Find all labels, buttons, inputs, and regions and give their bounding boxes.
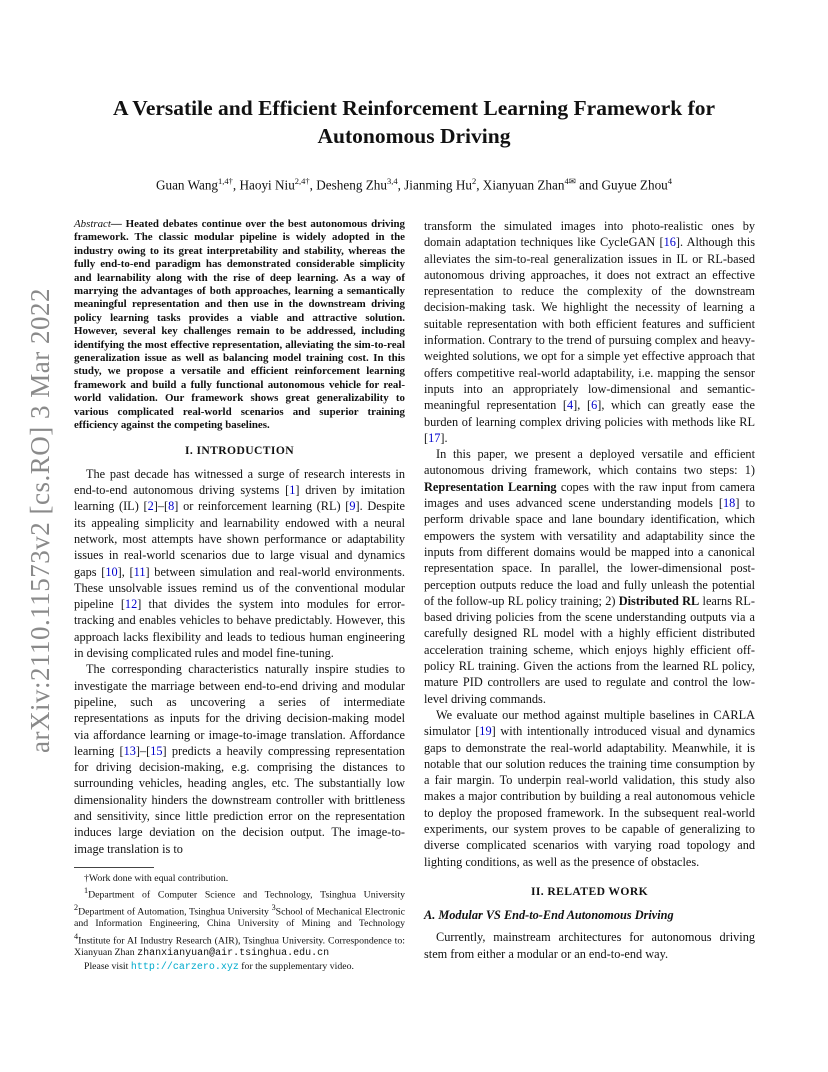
citation-link[interactable]: 16 [663, 235, 676, 250]
author-affiliation: 2,4† [294, 176, 310, 186]
intro-paragraph-2: The corresponding characteristics naturally inspire studies to investigate the marriage between end-to-end driving and modular pipeline, such as uncovering a series of intermediate representations as inputs for the driving decision-making model via affordance learning or image-to-image translation. Affordance learning [13]–[15] predicts a heavily compressing representation for driving decision-making, e.g. comprising the distances to surrounding vehicles, heading angles, etc. The substantially low dimensionality hinders the downstream controller with brittleness and sensitivity, since little prediction error on the representation induces large deviation on the decision output. The image-to-image translation is to [74, 662, 405, 856]
footnote-supplementary: Please visit http://carzero.xyz for the supplementary video. [84, 960, 354, 973]
author-name: and Guyue Zhou [575, 177, 668, 193]
footnote-divider [74, 867, 154, 868]
citation-link[interactable]: 9 [349, 499, 356, 514]
citation-link[interactable]: 18 [723, 496, 736, 511]
author-list [60, 172, 768, 194]
citation-link[interactable]: 11 [133, 564, 146, 579]
subsection-heading-modular-vs-end-to-end: A. Modular VS End-to-End Autonomous Driving [424, 908, 674, 923]
section-heading-introduction: I. INTRODUCTION [184, 443, 295, 457]
author-name: , Haoyi Niu [232, 177, 295, 193]
author-name: Guan Wang [155, 177, 219, 193]
intro-paragraph-1: The past decade has witnessed a surge of research interests in end-to-end autonomous driving systems [1] driven by imitation learning (IL) [2]–[8] or reinforcement learning (RL) [9]. Despite its appealing simplicity and learnability endowed with a neural network, most attempts have shown performance or adaptability issues in real-world scenarios due to large visual and dynamics gaps [10], [11] between simulation and real-world environments. These unsolvable issues remind us of the conventional modular pipeline [12] that divides the system into modules for error-tracking and enables vehicles to behave predictably. However, this approach lacks flexibility and leads to tedious human engineering in devising complicated rules and model fine-tuning. [74, 466, 405, 661]
term-distributed-rl: Distributed RL [618, 593, 700, 608]
intro-paragraph-5: We evaluate our method against multiple baselines in CARLA simulator [19] with intentionally introduced visual and dynamics gaps to demonstrate the real-world adaptability. Meanwhile, it is notable that our solution reduces the training time consumption by a fair margin. To underpin real-world validation, this study also makes a major contribution by building a real autonomous vehicle to deploy the proposed framework. In the subsequent real-world experiments, our system proves to be capable of generalizing to diverse complicated scenarios with varying road topology and lighting conditions, as well as the presence of obstacles. [424, 707, 755, 869]
intro-paragraph-3: transform the simulated images into photo-realistic ones by domain adaptation techniques like CycleGAN [16]. Although this alleviates the sim-to-real generalization issues in IL or RL-based autonomous driving approaches, it does not extract an effective representation to reduce the complexity of the downstream decision-making task. We highlight the necessity of learning a suitable representation with both efficient features and sufficient information. Contrary to the trend of pursuing complex and heavy-weighted solutions, we opt for a simple yet effective approach that offers competitive real-world adaptability, i.e. mapping the sensor inputs into an appropriately low-dimensional and semantic-meaningful representation [4], [6], which can greatly ease the burden of learning complex driving policies with methods like RL [17]. [424, 219, 755, 445]
author-affiliation: 4✉ [564, 176, 576, 186]
author-affiliation: 4 [667, 176, 673, 186]
citation-link[interactable]: 8 [168, 499, 175, 514]
author-affiliation: 2 [471, 176, 477, 186]
abstract-text: — Heated debates continue over the best autonomous driving framework. The classic modular pipeline is widely adopted in the industry owing to its great interpretability and stability, whereas the fully end-to-end paradigm has demonstrated considerable simplicity and learnability along with the rise of deep learning. As a way of marrying the advantages of both approaches, learning a semantically meaningful representation and then use in the downstream driving policy learning tasks provides a viable and attractive solution. However, several key challenges remain to be addressed, including identifying the most effective representation, alleviating the sim-to-real generalization issue as well as balancing model training cost. In this study, we propose a versatile and efficient reinforcement learning framework and build a fully functional autonomous vehicle for real-world validation. Our framework shows great generalizability to various complicated real-world scenarios and superior training efficiency against the competing baselines. [74, 218, 405, 432]
intro-paragraph-4: In this paper, we present a deployed versatile and efficient autonomous driving framework, which contains two steps: 1) Representation Learning copes with the raw input from camera images and uses advanced scene understanding models [18] to perform drivable space and lane boundary identification, which empowers the system with versatility and adaptability since the inputs from different domains would be mapped into a canonical representation space. In parallel, the lower-dimensional post-perception outputs reduce the load and fully unleash the potential of the follow-up RL policy training; 2) Distributed RL learns RL-based driving policies from the scene understanding outputs via a carefully designed RL model with a highly efficient distributed acceleration training scheme, which enjoys highly efficient off-policy RL training. Given the actions from the learned RL policy, mature PID controllers are used to regulate and control the low-level driving commands. [424, 447, 756, 706]
footnote-equal-contribution: †Work done with equal contribution. [84, 872, 229, 884]
citation-link[interactable]: 1 [289, 483, 296, 498]
term-representation-learning: Representation Learning [424, 479, 557, 494]
author-affiliation: 3,4 [386, 176, 398, 186]
right-column [424, 218, 755, 962]
footnote-affiliations: $^1$Department of Computer Science and Technology, Tsinghua University $^2$Department of Automation, Tsinghua University $^3$School of Mechanical Electronic and Information Engineering, China University of Mining and Technology $^4$Institute for AI Industry Research (AIR), Tsinghua University. Correspondence to: Xianyuan Zhan zhanxianyuan@air.tsinghua.edu.cn [74, 886, 406, 960]
citation-link[interactable]: 10 [105, 564, 118, 579]
footnotes [74, 873, 405, 974]
citation-link[interactable]: 12 [124, 597, 138, 612]
citation-link[interactable]: 13 [123, 743, 136, 758]
author-name: , Xianyuan Zhan [476, 177, 565, 193]
abstract [74, 218, 405, 433]
citation-link[interactable]: 2 [147, 499, 154, 514]
citation-link[interactable]: 6 [591, 398, 598, 413]
correspondence-email: zhanxianyuan@air.tsinghua.edu.cn [137, 948, 330, 960]
arxiv-stamp-text: arXiv:2110.11573v2 [cs.RO] 3 Mar 2022 [24, 287, 55, 753]
author-name: , Desheng Zhu [309, 177, 387, 193]
author-name: , Jianming Hu [397, 177, 472, 193]
supplementary-url-link[interactable]: http://carzero.xyz [130, 961, 239, 973]
citation-link[interactable]: 15 [150, 743, 163, 758]
citation-link[interactable]: 17 [428, 430, 441, 445]
section-heading-related-work: II. RELATED WORK [530, 884, 649, 898]
related-work-paragraph-1: Currently, mainstream architectures for autonomous driving stem from either a modular or an end-to-end way. [424, 930, 755, 961]
arxiv-stamp [22, 287, 58, 753]
citation-link[interactable]: 19 [479, 724, 492, 739]
left-column [74, 218, 405, 974]
author-affiliation: 1,4† [218, 176, 233, 186]
paper-title: A Versatile and Efficient Reinforcement Learning Framework for Autonomous Driving [112, 96, 716, 148]
citation-link[interactable]: 4 [567, 398, 574, 413]
abstract-label: Abstract [74, 218, 111, 230]
